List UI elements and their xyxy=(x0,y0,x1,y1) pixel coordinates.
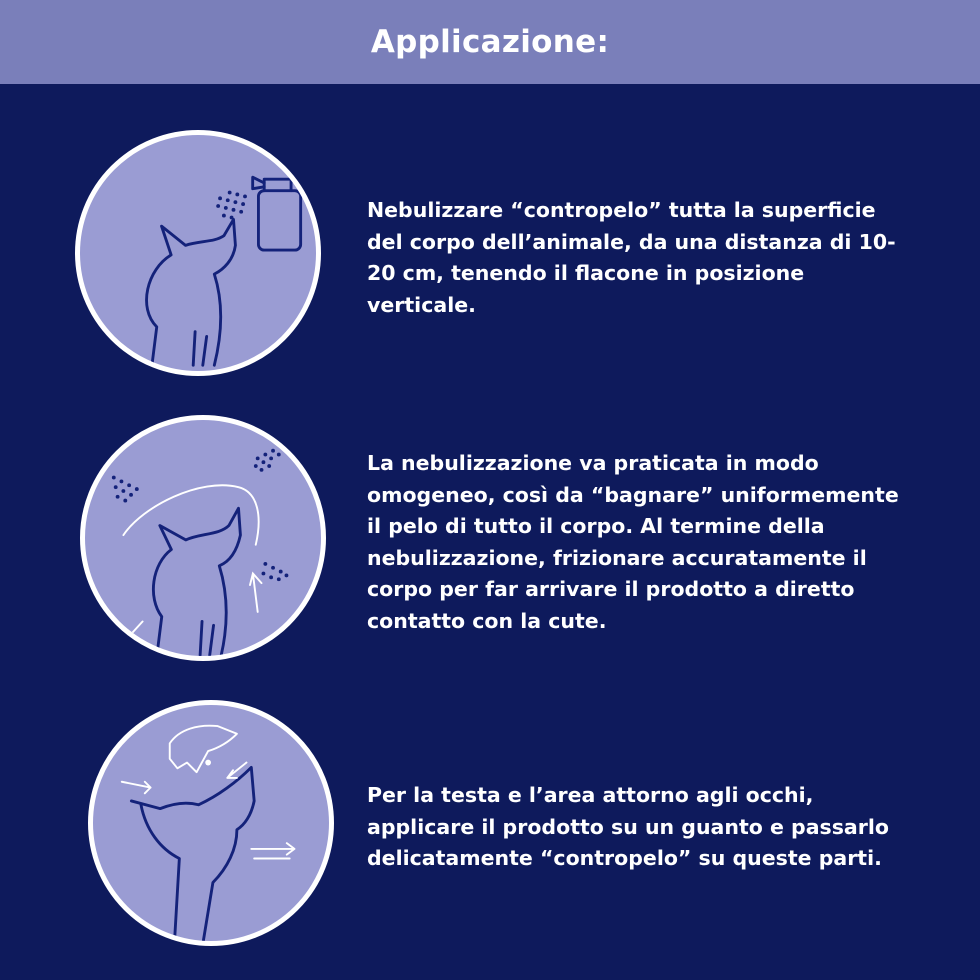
step-1-text: Nebulizzare “contropelo” tutta la superficie del corpo dell’animale, da una distanza di 10-20 cm, tenendo il flacone in posizione verticale. xyxy=(367,198,896,317)
step-3-text: Per la testa e l’area attorno agli occhi, applicare il prodotto su un guanto e passarlo delicatamente “contropelo” su queste parti. xyxy=(367,783,889,870)
gloved-hand-dog-head-icon xyxy=(88,700,334,946)
spray-bottle-dog-icon xyxy=(75,130,321,376)
page-title: Applicazione: xyxy=(370,24,610,60)
header-bar xyxy=(0,0,980,84)
dog-spray-coverage-icon xyxy=(80,415,326,661)
step-2-text: La nebulizzazione va praticata in modo omogeneo, così da “bagnare” uniformemente il pelo di tutto il corpo. Al termine della nebulizzazione, frizionare accuratamente il corpo per far arrivare il prodotto a diretto contatto con la cute. xyxy=(367,451,899,633)
